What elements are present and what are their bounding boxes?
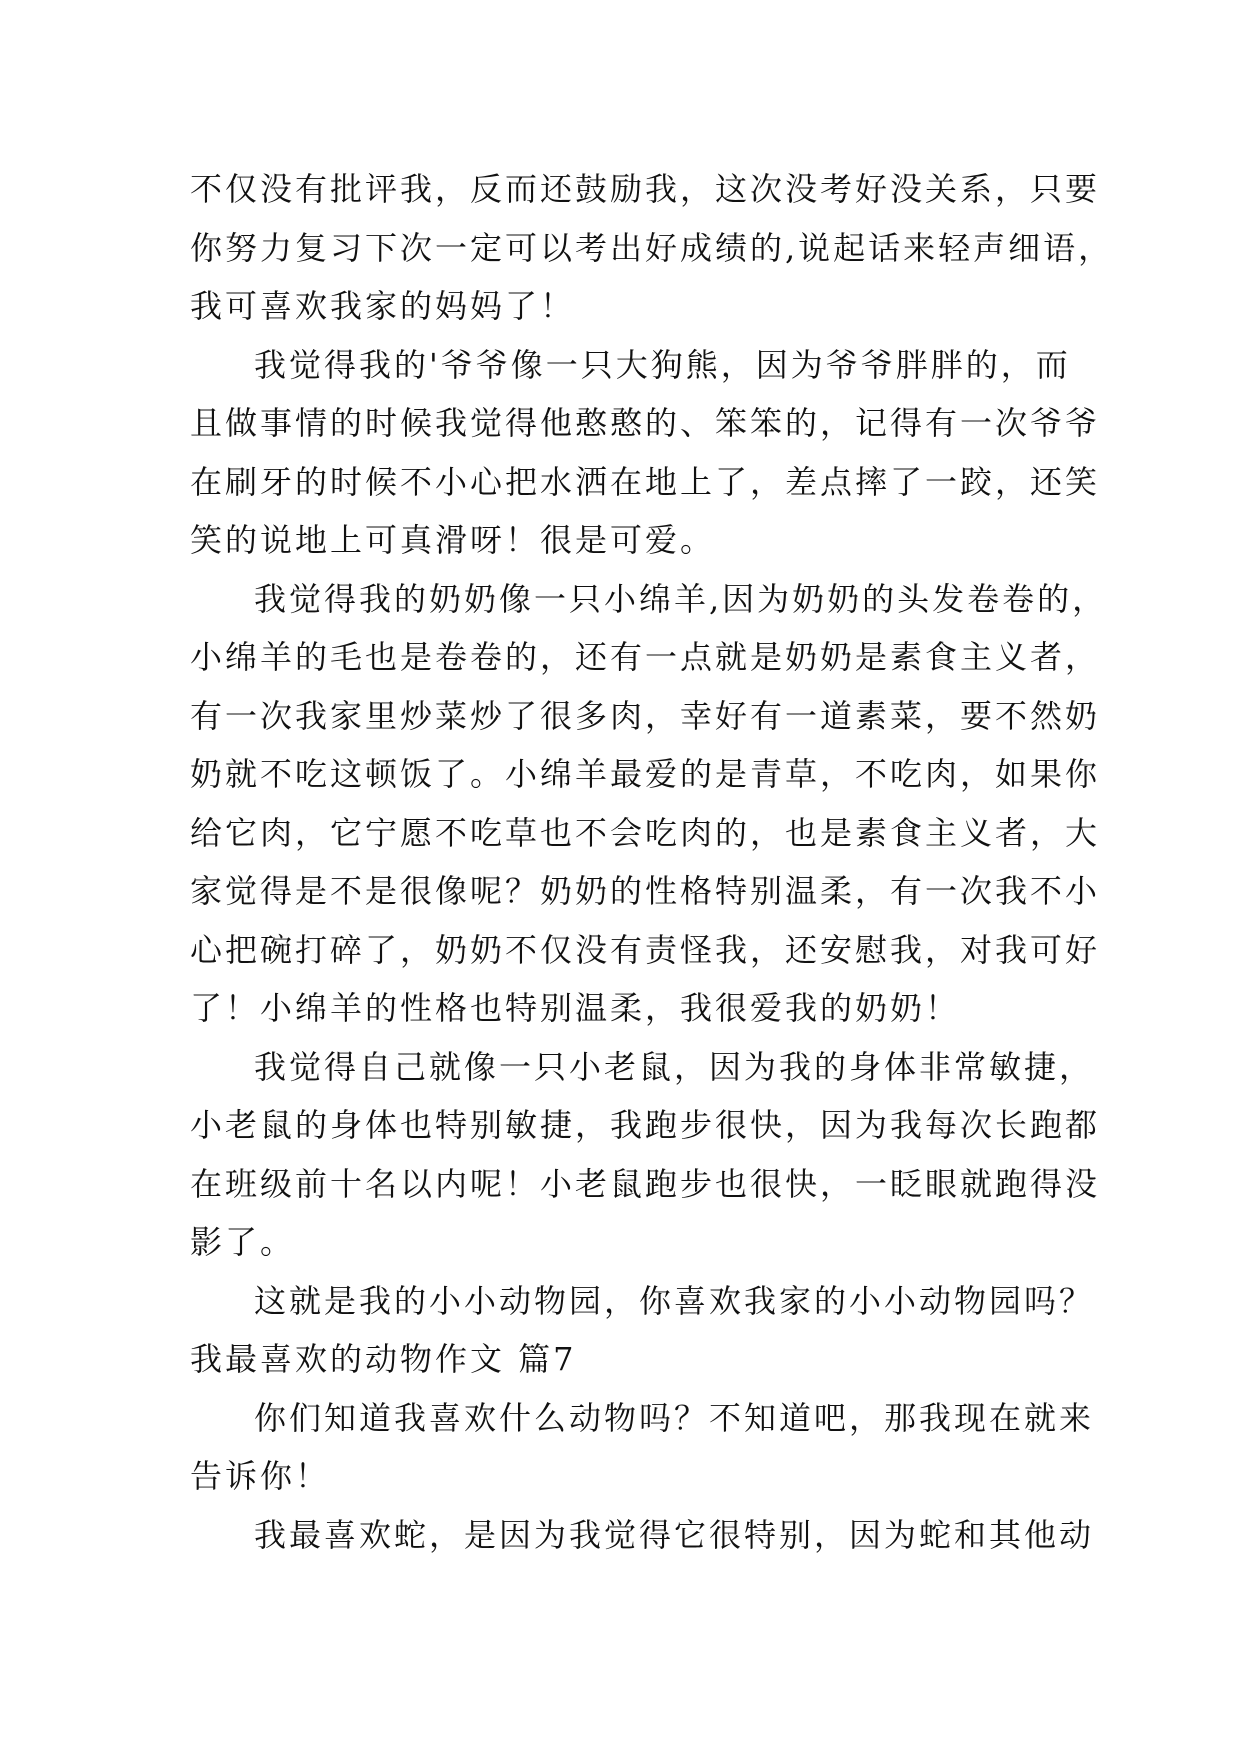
text-line: 小绵羊的毛也是卷卷的，还有一点就是奶奶是素食主义者， [190, 638, 1101, 676]
text-line: 且做事情的时候我觉得他憨憨的、笨笨的，记得有一次爷爷 [190, 404, 1101, 442]
text-line: 你努力复习下次一定可以考出好成绩的,说起话来轻声细语， [190, 228, 1114, 267]
text-line: 笑的说地上可真滑呀！很是可爱。 [190, 521, 716, 559]
text-line: 我最喜欢蛇，是因为我觉得它很特别，因为蛇和其他动 [254, 1515, 1095, 1554]
text-line: 小老鼠的身体也特别敏捷，我跑步很快，因为我每次长跑都 [190, 1106, 1101, 1144]
text-line: 我觉得自己就像一只小老鼠，因为我的身体非常敏捷， [254, 1047, 1095, 1086]
text-line: 我最喜欢的动物作文 篇7 [190, 1340, 577, 1378]
document-body [190, 160, 1114, 1564]
text-line: 家觉得是不是很像呢？奶奶的性格特别温柔，有一次我不小 [190, 872, 1101, 910]
text-line: 心把碗打碎了，奶奶不仅没有责怪我，还安慰我，对我可好 [190, 930, 1101, 969]
text-line: 我可喜欢我家的妈妈了！ [190, 287, 576, 325]
text-line: 在刷牙的时候不小心把水洒在地上了，差点摔了一跤，还笑 [190, 462, 1101, 501]
text-line: 了！小绵羊的性格也特别温柔，我很爱我的奶奶！ [190, 989, 961, 1027]
text-line: 这就是我的小小动物园，你喜欢我家的小小动物园吗？ [254, 1281, 1095, 1320]
text-line: 有一次我家里炒菜炒了很多肉，幸好有一道素菜，要不然奶 [190, 696, 1101, 735]
text-line: 你们知道我喜欢什么动物吗？不知道吧，那我现在就来 [254, 1398, 1095, 1437]
text-line: 我觉得我的奶奶像一只小绵羊,因为奶奶的头发卷卷的， [254, 579, 1108, 618]
text-line: 影了。 [190, 1223, 296, 1261]
text-line: 给它肉，它宁愿不吃草也不会吃肉的，也是素食主义者，大 [190, 813, 1101, 852]
text-line: 我觉得我的'爷爷像一只大狗熊，因为爷爷胖胖的，而 [254, 345, 1071, 384]
text-line: 奶就不吃这顿饭了。小绵羊最爱的是青草，不吃肉，如果你 [190, 755, 1101, 793]
text-line: 不仅没有批评我，反而还鼓励我，这次没考好没关系，只要 [190, 170, 1101, 208]
text-line: 告诉你！ [190, 1457, 331, 1495]
text-line: 在班级前十名以内呢！小老鼠跑步也很快，一眨眼就跑得没 [190, 1164, 1101, 1203]
